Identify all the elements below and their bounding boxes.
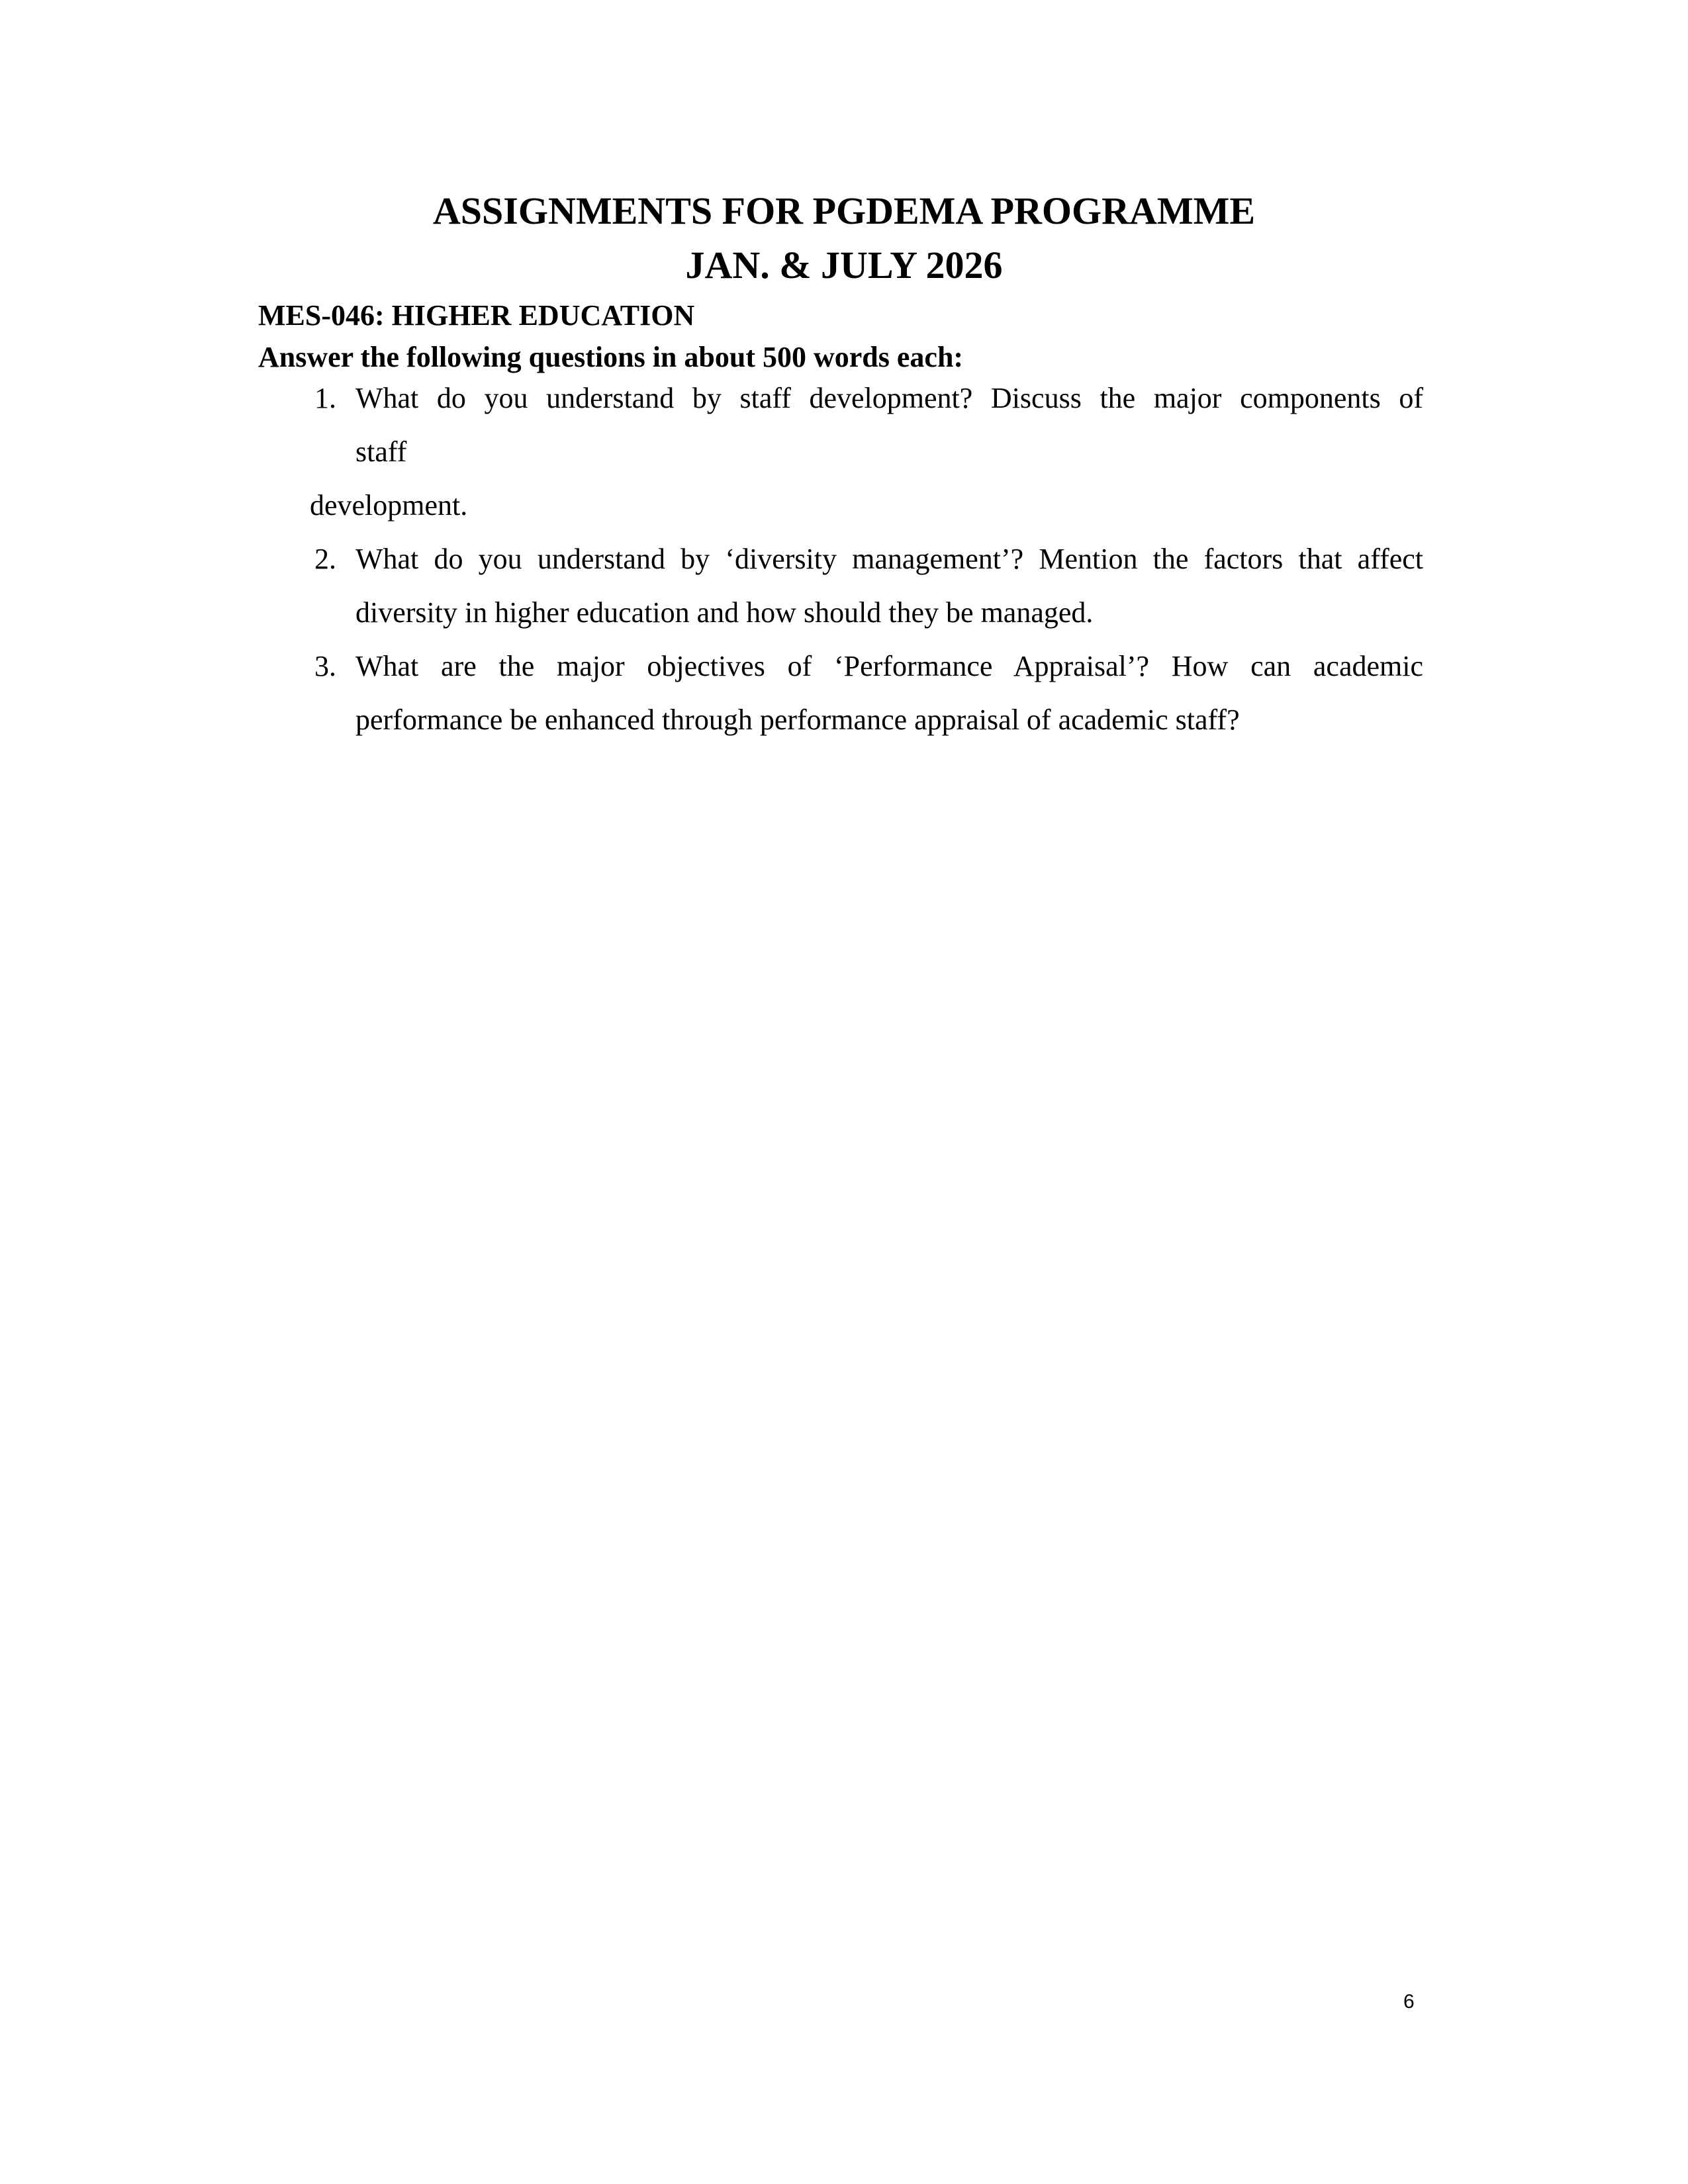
question-line: staff [355,435,407,468]
question-number: 2. [314,543,336,575]
page-number: 6 [1403,1991,1415,2013]
question-number: 3. [314,650,336,682]
course-heading: MES-046: HIGHER EDUCATION [258,299,695,332]
question-line: diversity in higher education and how should they be managed. [355,596,1094,629]
document-title: ASSIGNMENTS FOR PGDEMA PROGRAMME [432,189,1256,232]
question-line: What are the major objectives of ‘Performance Appraisal’? How can academic [355,650,1423,682]
question-line: What do you understand by staff development? Discuss the major components of [355,382,1423,414]
question-number: 1. [314,382,336,414]
question-continuation: development. [310,489,468,522]
question-text [355,639,1423,747]
document-subtitle-session: JAN. & JULY 2026 [685,244,1003,287]
instruction-text: Answer the following questions in about 500 words each: [258,341,964,373]
question-text [355,532,1423,639]
question-line: performance be enhanced through performance appraisal of academic staff? [355,704,1240,736]
question-text [355,371,1423,478]
question-line: What do you understand by ‘diversity management’? Mention the factors that affect [355,543,1423,575]
